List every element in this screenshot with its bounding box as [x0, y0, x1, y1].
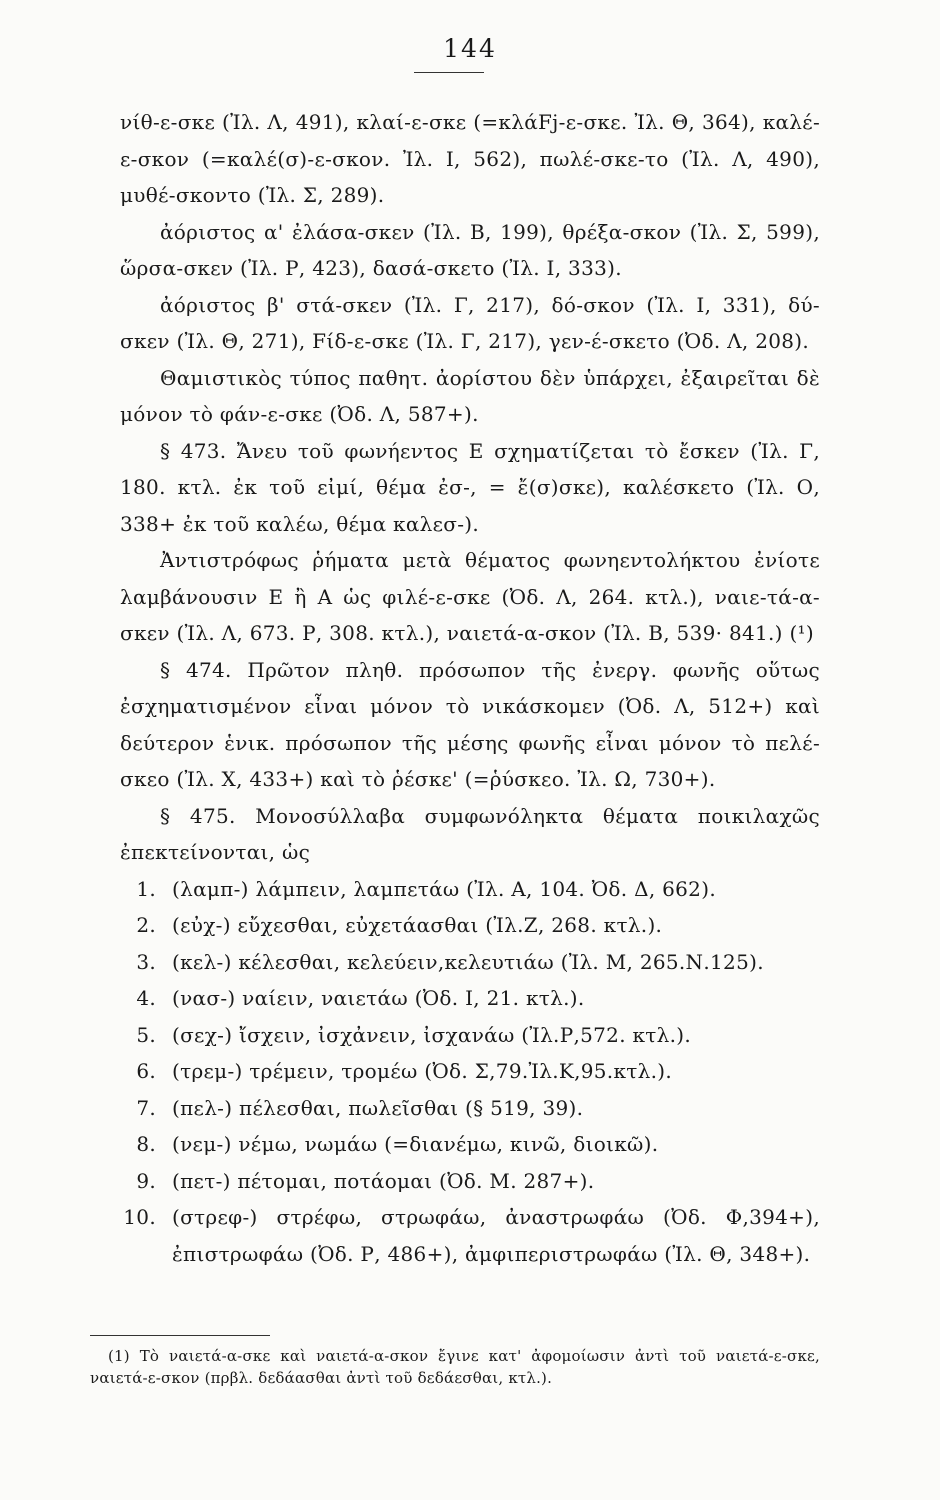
list-number: 10.	[123, 1205, 156, 1229]
footnote-text: (1) Τὸ ναιετά-α-σκε καὶ ναιετά-α-σκον ἔγινε κατ' ἀφομοίωσιν ἀντὶ τοῦ ναιετά-ε-σκε, ναιετά-ε-σκον (πρβλ. δεδάασθαι ἀντὶ τοῦ δεδάεσθαι, κτλ.).	[90, 1347, 820, 1387]
list-number: 3.	[136, 949, 156, 974]
list-number: 6.	[136, 1059, 156, 1083]
footnote	[90, 1345, 820, 1389]
list-item	[120, 1053, 820, 1090]
paragraph: § 473. Ἄνευ τοῦ φωνήεντος Ε σχηματίζεται τὸ ἔσκεν (Ἰλ. Γ, 180. κτλ. ἐκ τοῦ εἰμί, θέμα ἐσ-, = ἔ(σ)σκε), καλέσκετο (Ἰλ. Ο, 338+ ἐκ τοῦ καλέω, θέμα καλεσ-).	[120, 438, 820, 536]
list-number: 4.	[136, 986, 156, 1010]
list-text: (στρεφ-) στρέφω, στρωφάω, ἀναστρωφάω (Ὀδ. Φ,394+), ἐπιστρωφάω (Ὀδ. Ρ, 486+), ἀμφιπεριστρωφάω (Ἰλ. Θ, 348+).	[172, 1205, 820, 1266]
paragraph: Ἀντιστρόφως ῥήματα μετὰ θέματος φωνηεντολήκτου ἐνίοτε λαμβάνουσιν Ε ἢ Α ὡς φιλέ-ε-σκε (Ὀδ. Λ, 264. κτλ.), ναιε-τά-α-σκεν (Ἰλ. Λ, 673. Ρ, 308. κτλ.), ναιετά-α-σκον (Ἰλ. Β, 539· 841.) (¹)	[120, 548, 820, 645]
paragraph: ἀόριστος β' στά-σκεν (Ἰλ. Γ, 217), δό-σκον (Ἰλ. Ι, 331), δύ-σκεν (Ἰλ. Θ, 271), Fίδ-ε-σκε (Ἰλ. Γ, 217), γεν-έ-σκετο (Ὀδ. Λ, 208).	[120, 292, 820, 353]
list-item	[120, 1090, 820, 1127]
list-number: 7.	[136, 1095, 156, 1120]
list-text: (εὐχ-) εὔχεσθαι, εὐχετάασθαι (Ἰλ.Ζ, 268. κτλ.).	[172, 913, 663, 937]
paragraph: § 475. Μονοσύλλαβα συμφωνόληκτα θέματα ποικιλαχῶς ἐπεκτείνονται, ὡς	[120, 803, 820, 864]
body-text	[120, 104, 820, 1272]
list-text: (κελ-) κέλεσθαι, κελεύειν,κελευτιάω (Ἰλ. Μ, 265.Ν.125).	[172, 949, 764, 974]
paragraph: νίθ-ε-σκε (Ἰλ. Λ, 491), κλαί-ε-σκε (=κλάFj-ε-σκε. Ἰλ. Θ, 364), καλέ-ε-σκον (=καλέ(σ)-ε-σκον. Ἰλ. Ι, 562), πωλέ-σκε-το (Ἰλ. Λ, 490), μυθέ-σκοντο (Ἰλ. Σ, 289).	[120, 110, 820, 207]
list-number: 9.	[136, 1168, 156, 1193]
list-number: 1.	[136, 876, 156, 901]
paragraph: ἀόριστος α' ἐλάσα-σκεν (Ἰλ. Β, 199), θρέξα-σκον (Ἰλ. Σ, 599), ὥρσα-σκεν (Ἰλ. Ρ, 423), δασά-σκετο (Ἰλ. Ι, 333).	[120, 219, 820, 280]
list-number: 8.	[136, 1132, 156, 1156]
list-text: (λαμπ-) λάμπειν, λαμπετάω (Ἰλ. Α, 104. Ὀδ. Δ, 662).	[172, 876, 716, 901]
page-number: 144	[443, 34, 497, 63]
list-text: (νεμ-) νέμω, νωμάω (=διανέμω, κινῶ, διοικῶ).	[172, 1132, 659, 1156]
page-number-underline	[414, 72, 484, 73]
list-item	[120, 980, 820, 1017]
list-item	[120, 1126, 820, 1163]
list-item	[120, 871, 820, 908]
list-text: (νασ-) ναίειν, ναιετάω (Ὀδ. Ι, 21. κτλ.).	[172, 986, 585, 1010]
list-item	[120, 1163, 820, 1200]
paragraph: § 474. Πρῶτον πληθ. πρόσωπον τῆς ἐνεργ. φωνῆς οὕτως ἐσχηματισμένον εἶναι μόνον τὸ νικάσκομεν (Ὀδ. Λ, 512+) καὶ δεύτερον ἑνικ. πρόσωπον τῆς μέσης φωνῆς εἶναι μόνον τὸ πελέ-σκεο (Ἰλ. Χ, 433+) καὶ τὸ ῥέσκε' (=ῥύσκεο. Ἰλ. Ω, 730+).	[120, 657, 820, 791]
list-text: (τρεμ-) τρέμειν, τρομέω (Ὀδ. Σ,79.Ἰλ.Κ,95.κτλ.).	[172, 1059, 673, 1083]
list-text: (πελ-) πέλεσθαι, πωλεῖσθαι (§ 519, 39).	[172, 1095, 584, 1120]
list-text: (πετ-) πέτομαι, ποτάομαι (Ὀδ. Μ. 287+).	[172, 1168, 595, 1193]
list-item	[120, 944, 820, 981]
list-item	[120, 907, 820, 944]
list-item	[120, 1017, 820, 1054]
list-text: (σεχ-) ἴσχειν, ἰσχἀνειν, ἰσχανάω (Ἰλ.Ρ,572. κτλ.).	[172, 1022, 692, 1047]
footnote-separator	[90, 1335, 270, 1336]
list-number: 5.	[136, 1022, 156, 1047]
list-number: 2.	[136, 913, 156, 937]
list-item	[120, 1199, 820, 1272]
paragraph: Θαμιστικὸς τύπος παθητ. ἀορίστου δὲν ὑπάρχει, ἐξαιρεῖται δὲ μόνον τὸ φάν-ε-σκε (Ὀδ. Λ, 587+).	[120, 365, 820, 426]
